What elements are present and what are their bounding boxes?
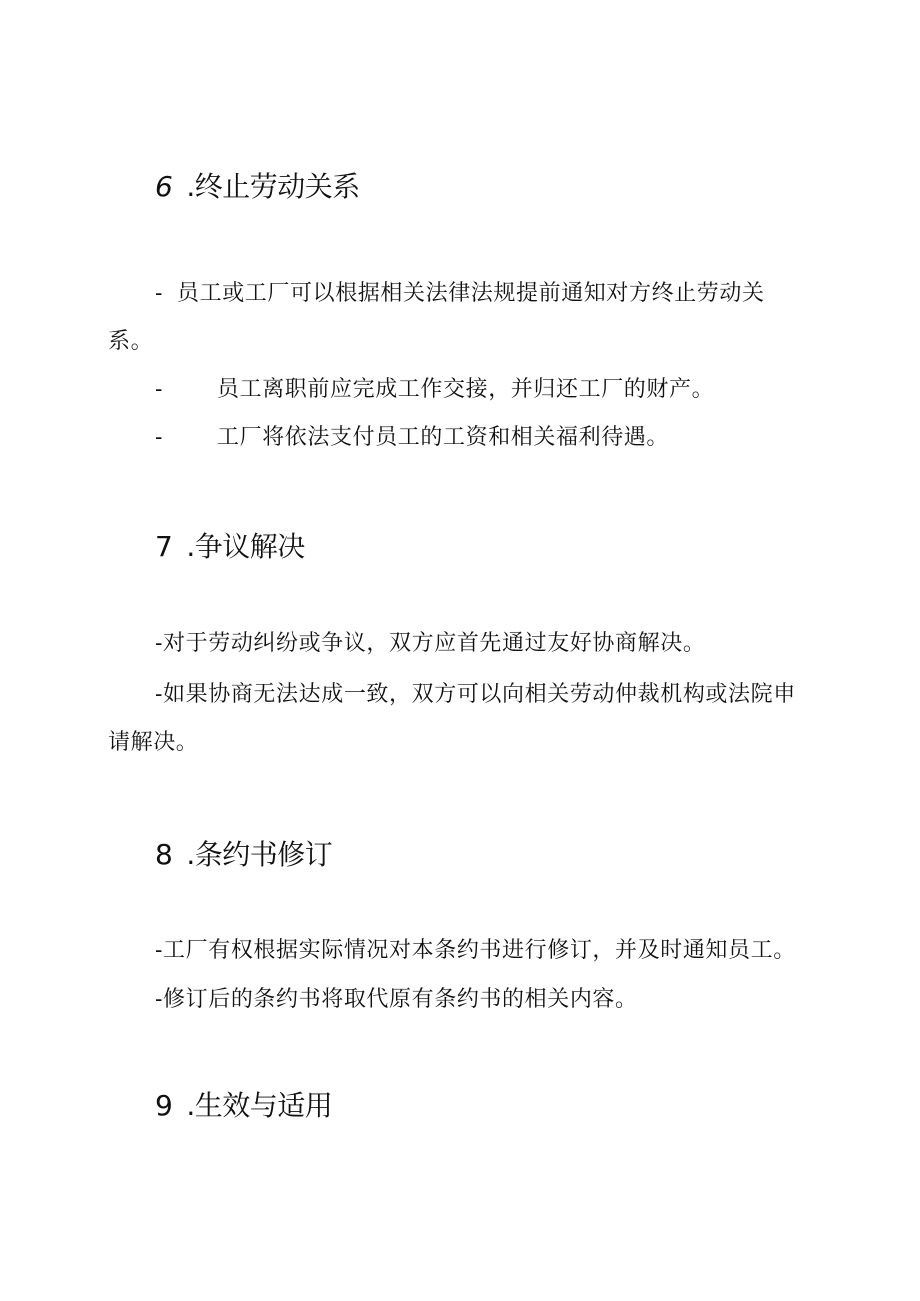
section-7-item-2-line-1 [155, 671, 796, 719]
section-7-title: .争议解决 [186, 530, 305, 563]
section-8-item-1 [155, 927, 796, 975]
section-6-item-2 [155, 366, 714, 414]
section-6-item-3 [155, 414, 669, 462]
section-6-item-2-dash: - [155, 377, 164, 402]
section-8-title: .条约书修订 [186, 838, 333, 871]
section-6-item-1-text: 员工或工厂可以根据相关法律法规提前通知对方终止劳动关 [177, 281, 765, 306]
section-8-heading [155, 838, 332, 872]
section-8-number: 8 [155, 838, 173, 871]
section-6-item-1-dash: - [155, 281, 164, 306]
section-9-title: .生效与适用 [186, 1089, 333, 1122]
section-6-item-1-line-2 [108, 318, 153, 366]
section-7-item-1-text: -对于劳动纠纷或争议，双方应首先通过友好协商解决。 [155, 631, 706, 656]
section-8-item-2 [155, 976, 638, 1024]
section-7-item-2-text: -如果协商无法达成一致，双方可以向相关劳动仲裁机构或法院申 [155, 682, 796, 707]
section-6-title: .终止劳动关系 [186, 170, 360, 203]
section-8-item-2-text: -修订后的条约书将取代原有条约书的相关内容。 [155, 987, 638, 1012]
section-8-item-1-text: -工厂有权根据实际情况对本条约书进行修订，并及时通知员工。 [155, 938, 796, 963]
section-7-item-1 [155, 620, 705, 668]
section-6-item-3-text: 工厂将依法支付员工的工资和相关福利待遇。 [217, 425, 670, 450]
section-6-item-3-dash: - [155, 425, 164, 450]
section-6-item-2-text: 员工离职前应完成工作交接，并归还工厂的财产。 [217, 377, 715, 402]
section-7-number: 7 [155, 530, 173, 563]
section-6-number: 6 [155, 170, 173, 203]
section-6-heading [155, 170, 360, 204]
section-7-item-2-continuation: 请解决。 [108, 730, 199, 755]
section-7-heading [155, 530, 305, 564]
section-9-number: 9 [155, 1089, 173, 1122]
section-9-heading [155, 1089, 332, 1123]
section-6-item-1-line-1 [155, 270, 765, 318]
section-7-item-2-line-2 [108, 719, 198, 767]
section-6-item-1-continuation: 系。 [108, 329, 154, 354]
